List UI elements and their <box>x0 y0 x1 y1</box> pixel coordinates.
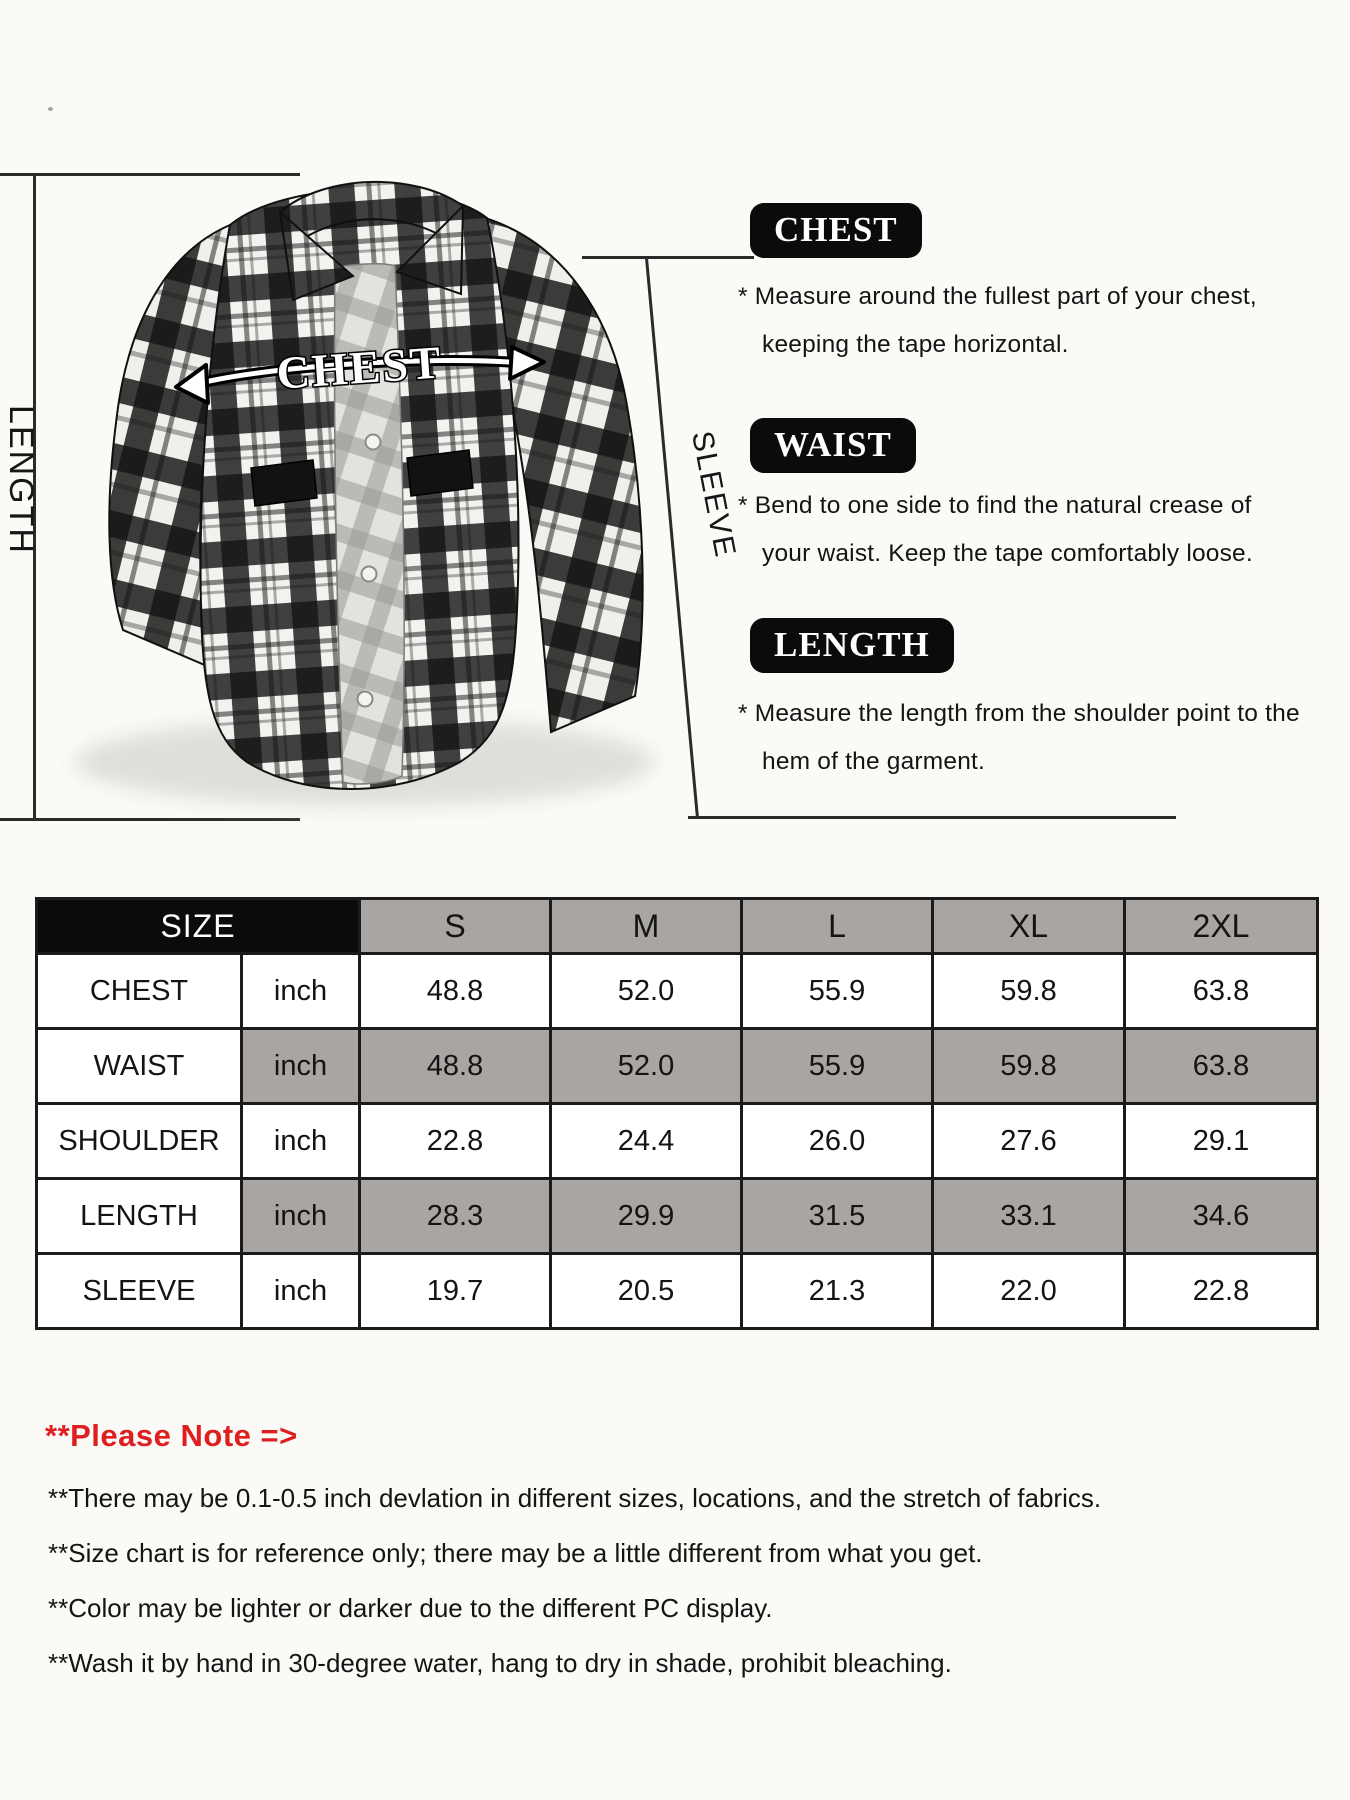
table-row-shoulder <box>37 1104 1318 1179</box>
jacket-button <box>362 567 377 582</box>
size-header-cell: SIZE <box>37 899 360 954</box>
note-item-1: **There may be 0.1-0.5 inch devlation in different sizes, locations, and the stretch of fabrics. <box>48 1483 1102 1513</box>
dust-speck <box>48 107 53 111</box>
plaid-jacket-photo <box>55 150 665 830</box>
cell-value: 24.4 <box>551 1104 742 1179</box>
size-col-l: L <box>742 899 933 954</box>
cell-value: 59.8 <box>933 1029 1125 1104</box>
cell-value: 26.0 <box>742 1104 933 1179</box>
jacket-button <box>366 435 381 450</box>
row-label: SLEEVE <box>37 1254 242 1329</box>
jacket-left-pocket-flap <box>251 460 317 506</box>
table-row-length <box>37 1179 1318 1254</box>
cell-value: 22.8 <box>1125 1254 1318 1329</box>
table-row-waist <box>37 1029 1318 1104</box>
chest-badge: CHEST <box>750 203 922 258</box>
arrowhead-left <box>176 365 208 403</box>
row-label: LENGTH <box>37 1179 242 1254</box>
note-item-2: **Size chart is for reference only; there may be a little different from what you get. <box>48 1538 983 1568</box>
chest-measure-arrow <box>170 325 550 415</box>
length-side-label: LENGTH <box>2 405 40 555</box>
cell-value: 52.0 <box>551 1029 742 1104</box>
cell-value: 29.9 <box>551 1179 742 1254</box>
chest-desc-line1: * Measure around the fullest part of your chest, <box>738 283 1257 310</box>
row-label: WAIST <box>37 1029 242 1104</box>
cell-value: 33.1 <box>933 1179 1125 1254</box>
cell-value: 55.9 <box>742 954 933 1029</box>
cell-value: 22.0 <box>933 1254 1125 1329</box>
cell-value: 22.8 <box>360 1104 551 1179</box>
sleeve-label: SLEEVE <box>684 428 742 562</box>
chest-arrow-label: CHEST <box>274 336 445 399</box>
cell-value: 48.8 <box>360 1029 551 1104</box>
cell-value: 31.5 <box>742 1179 933 1254</box>
table-row-sleeve <box>37 1254 1318 1329</box>
cell-value: 28.3 <box>360 1179 551 1254</box>
jacket-button <box>358 692 373 707</box>
cell-value: 55.9 <box>742 1029 933 1104</box>
please-note-title: **Please Note => <box>45 1418 298 1453</box>
size-table <box>35 897 1319 1330</box>
waist-badge: WAIST <box>750 418 916 473</box>
jacket-right-pocket-flap <box>407 450 473 496</box>
note-item-4: **Wash it by hand in 30-degree water, hang to dry in shade, prohibit bleaching. <box>48 1648 952 1678</box>
note-item-3: **Color may be lighter or darker due to the different PC display. <box>48 1593 773 1623</box>
cell-value: 48.8 <box>360 954 551 1029</box>
hem-leader-line <box>688 816 1176 819</box>
cell-value: 29.1 <box>1125 1104 1318 1179</box>
row-unit: inch <box>242 1179 360 1254</box>
length-desc-line2: hem of the garment. <box>762 748 986 775</box>
length-badge: LENGTH <box>750 618 954 673</box>
cell-value: 63.8 <box>1125 954 1318 1029</box>
cell-value: 59.8 <box>933 954 1125 1029</box>
size-col-m: M <box>551 899 742 954</box>
arrowhead-right <box>510 347 544 379</box>
row-unit: inch <box>242 954 360 1029</box>
row-label: CHEST <box>37 954 242 1029</box>
cell-value: 20.5 <box>551 1254 742 1329</box>
waist-desc-line2: your waist. Keep the tape comfortably loose. <box>762 540 1253 567</box>
length-desc-line1: * Measure the length from the shoulder point to the <box>738 700 1300 727</box>
size-col-xl: XL <box>933 899 1125 954</box>
cell-value: 63.8 <box>1125 1029 1318 1104</box>
waist-desc-line1: * Bend to one side to find the natural crease of <box>738 492 1252 519</box>
size-col-2xl: 2XL <box>1125 899 1318 954</box>
row-unit: inch <box>242 1254 360 1329</box>
size-col-s: S <box>360 899 551 954</box>
cell-value: 27.6 <box>933 1104 1125 1179</box>
row-label: SHOULDER <box>37 1104 242 1179</box>
cell-value: 21.3 <box>742 1254 933 1329</box>
table-row-chest <box>37 954 1318 1029</box>
row-unit: inch <box>242 1104 360 1179</box>
cell-value: 19.7 <box>360 1254 551 1329</box>
size-table-header-row <box>37 899 1318 954</box>
cell-value: 34.6 <box>1125 1179 1318 1254</box>
chest-desc-line2: keeping the tape horizontal. <box>762 331 1069 358</box>
cell-value: 52.0 <box>551 954 742 1029</box>
row-unit: inch <box>242 1029 360 1104</box>
